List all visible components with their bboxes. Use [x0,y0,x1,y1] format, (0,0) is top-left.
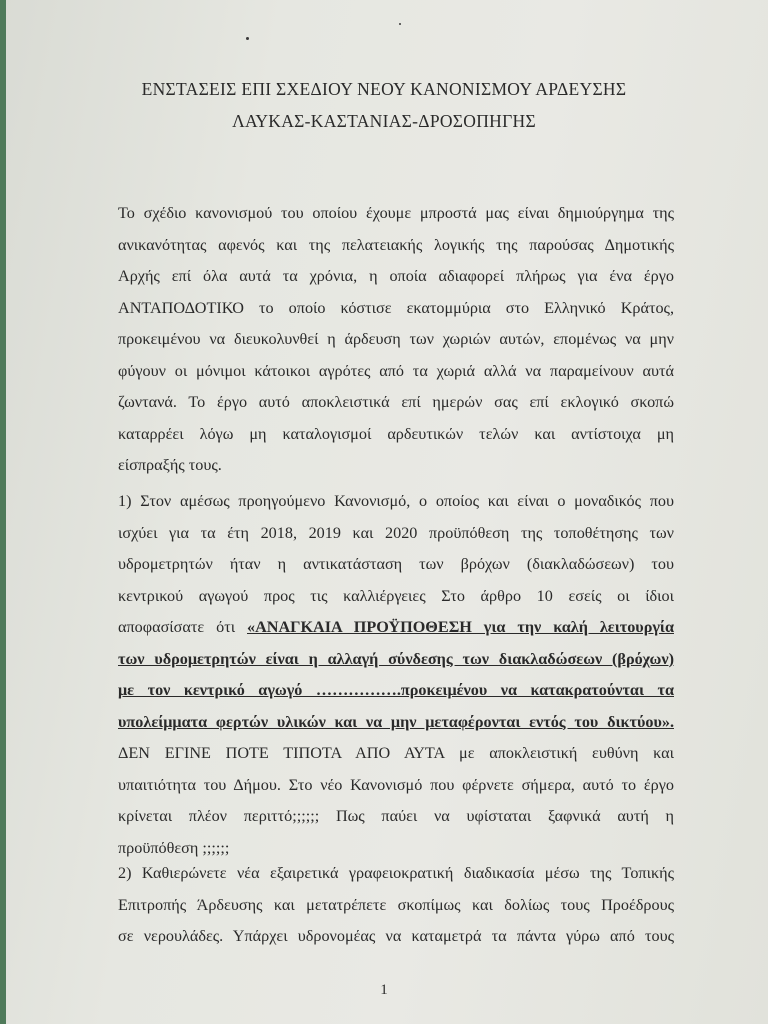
page-edge-shadow [0,0,6,1024]
text-line: Αρχής επί όλα αυτά τα χρόνια, η οποία αδιαφορεί πλήρως για ένα έργο [118,267,674,285]
text-line: 2) Καθιερώνετε νέα εξαιρετικά γραφειοκρατική διαδικασία μέσω της Τοπικής [118,864,674,882]
text-line: ΑΝΤΑΠΟΔΟΤΙΚΟ το οποίο κόστισε εκατομμύρια στο Ελληνικό Κράτος, [118,298,674,317]
text-line: υδρομετρητών ήταν η αντικατάσταση των βρόχων (διακλαδώσεων) του [118,555,674,573]
text-line: ζωντανά. Το έργο αυτό αποκλειστικά επί ημερών σας επί εκλογικό σκοπώ [118,393,674,411]
emphasized-quote-line: των υδρομετρητών είναι η αλλαγή σύνδεσης των διακλαδώσεων (βρόχων) [118,649,674,668]
text-line: Επιτροπής Άρδευσης και μετατρέπετε σκοπίμως και δολίως τους Προέδρους [118,895,674,914]
text-line: 1) Στον αμέσως προηγούμενο Κανονισμό, ο οποίος και είναι ο μοναδικός που [118,492,674,510]
text-segment: αποφασίσατε ότι [118,618,247,636]
page-number: 1 [380,982,388,998]
text-line-mixed [118,612,674,644]
text-line: κεντρικού αγωγού προς τις καλλιέργειες Στο άρθρο 10 εσείς οι ίδιοι [118,586,674,605]
text-line: προκειμένου να διευκολυνθεί η άρδευση των χωριών αυτών, επομένως να μην [118,330,674,348]
document-title-line1: ΕΝΣΤΑΣΕΙΣ ΕΠΙ ΣΧΕΔΙΟΥ ΝΕΟΥ ΚΑΝΟΝΙΣΜΟΥ ΑΡΔΕΥΣΗΣ [141,79,627,99]
text-line: ισχύει για τα έτη 2018, 2019 και 2020 προϋπόθεση της τοποθέτησης των [118,523,674,542]
emphasized-quote-line: υπολείμματα φερτών υλικών και να μην μεταφέρονται εντός του δικτύου». [118,712,674,731]
text-line: ΔΕΝ ΕΓΙΝΕ ΠΟΤΕ ΤΙΠΟΤΑ ΑΠΟ ΑΥΤΑ με αποκλειστική ευθύνη και [118,744,674,762]
text-line: κρίνεται πλέον περιττό;;;;;; Πως παύει να υφίσταται ξαφνικά αυτή η [118,807,674,825]
paragraph-point-1 [118,486,674,864]
text-line: σε νερουλάδες. Υπάρχει υδρονομέας να καταμετρά τα πάντα γύρω από τους [118,927,674,945]
text-line: είσπραξής τους. [118,456,222,474]
text-line: καταρρέει λόγω μη καταλογισμοί αρδευτικών τελών και αντίστοιχα μη [118,424,674,443]
text-line: ανικανότητας αφενός και της πελατειακής λογικής της παρούσας Δημοτικής [118,235,674,254]
emphasized-quote: «ΑΝΑΓΚΑΙΑ ΠΡΟΫΠΟΘΕΣΗ για την καλή λειτουργία [247,618,674,636]
paper-speck [399,23,401,25]
document-title-line2: ΛΑΥΚΑΣ-ΚΑΣΤΑΝΙΑΣ-ΔΡΟΣΟΠΗΓΗΣ [232,111,536,131]
text-line: υπαιτιότητα του Δήμου. Στο νέο Κανονισμό που φέρνετε σήμερα, αυτό το έργο [118,775,674,794]
text-line: προϋπόθεση ;;;;;; [118,838,230,857]
text-line: φύγουν οι μόνιμοι κάτοικοι αγρότες από τα χωριά αλλά να παραμείνουν αυτά [118,361,674,380]
text-line: Το σχέδιο κανονισμού του οποίου έχουμε μπροστά μας είναι δημιούργημα της [118,204,674,222]
paragraph-point-2 [118,858,674,953]
paper-speck [246,37,249,40]
emphasized-quote-line: με τον κεντρικό αγωγό …………….προκειμένου να κατακρατούνται τα [118,681,674,699]
paragraph-intro [118,198,674,482]
